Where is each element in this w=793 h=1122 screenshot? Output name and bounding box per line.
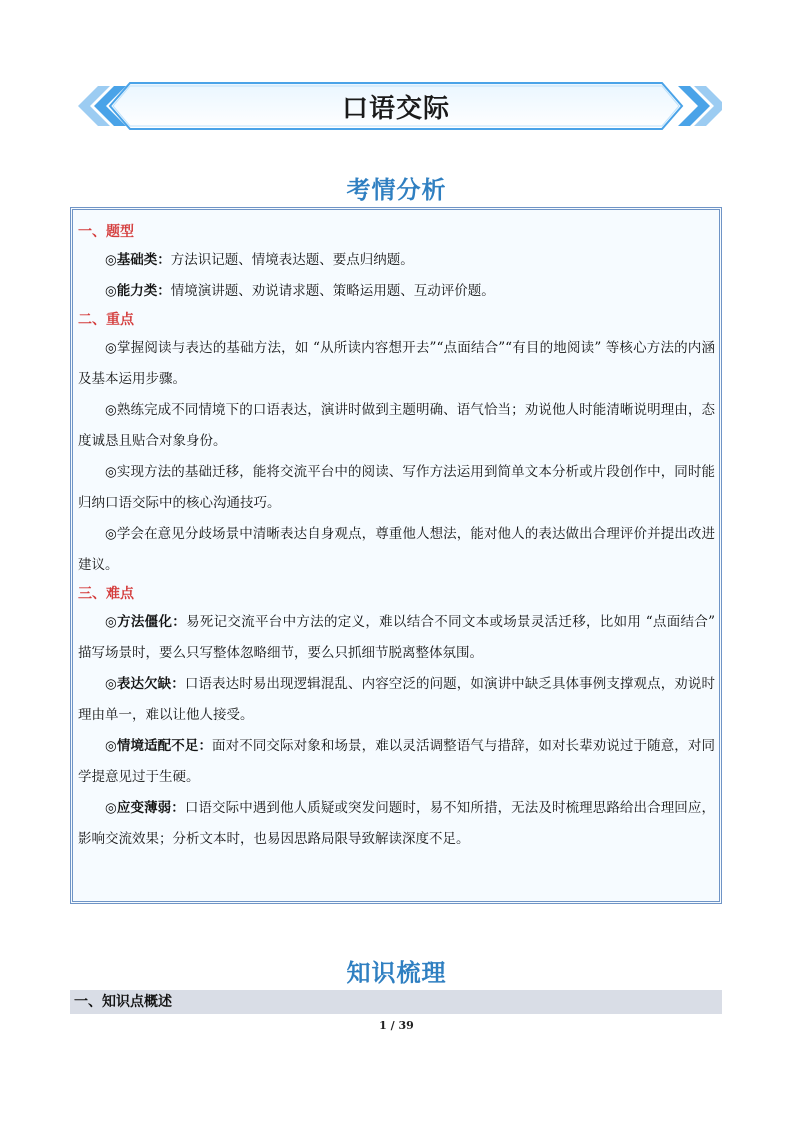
paragraph-text: 易死记交流平台中方法的定义，难以结合不同文本或场景灵活迁移，比如用 “点面结合” 描写场景时，要么只写整体忽略细节，要么只抓细节脱离整体氛围。 [78, 614, 715, 661]
paragraph-lead: ◎基础类： [105, 252, 171, 268]
page-title: 口语交际 [341, 93, 450, 124]
paragraph: ◎熟练完成不同情境下的口语表达，演讲时做到主题明确、语气恰当；劝说他人时能清晰说明理由，态度诚恳且贴合对象身份。 [78, 402, 715, 449]
paragraph [78, 669, 715, 731]
paragraph [78, 731, 715, 793]
paragraph-lead: ◎情境适配不足： [105, 738, 213, 754]
paragraph-lead: ◎应变薄弱： [105, 800, 185, 816]
paragraph-text: 口语表达时易出现逻辑混乱、内容空泛的问题，如演讲中缺乏具体事例支撑观点，劝说时理由单一，难以让他人接受。 [78, 676, 716, 723]
category-heading: 三、难点 [78, 586, 134, 602]
paragraph-lead: ◎表达欠缺： [105, 676, 185, 692]
section-heading-analysis: 考情分析 [346, 175, 447, 204]
paragraph-lead: ◎方法僵化： [105, 614, 187, 630]
paragraph: ◎学会在意见分歧场景中清晰表达自身观点，尊重他人想法，能对他人的表达做出合理评价并提出改进建议。 [78, 526, 715, 573]
category-heading: 一、题型 [78, 224, 134, 240]
paragraph [78, 607, 715, 669]
paragraph-text: 方法识记题、情境表达题、要点归纳题。 [170, 252, 414, 268]
paragraph-lead: ◎能力类： [105, 283, 171, 299]
analysis-box [70, 207, 722, 904]
paragraph [78, 276, 715, 307]
page-number: 1 / 39 [379, 1019, 414, 1032]
subsection-bar: 一、知识点概述 [70, 990, 722, 1014]
paragraph [78, 793, 715, 855]
paragraph: ◎实现方法的基础迁移，能将交流平台中的阅读、写作方法运用到简单文本分析或片段创作中，同时能归纳口语交际中的核心沟通技巧。 [78, 464, 715, 511]
paragraph-text: 情境演讲题、劝说请求题、策略运用题、互动评价题。 [170, 283, 495, 299]
section-heading-knowledge: 知识梳理 [346, 958, 447, 987]
category-heading: 二、重点 [78, 312, 134, 328]
title-banner [70, 80, 722, 132]
paragraph-text: 面对不同交际对象和场景，难以灵活调整语气与措辞，如对长辈劝说过于随意，对同学提意见过于生硬。 [78, 738, 715, 785]
paragraph-text: 口语交际中遇到他人质疑或突发问题时，易不知所措，无法及时梳理思路给出合理回应，影响交流效果；分析文本时，也易因思路局限导致解读深度不足。 [78, 800, 716, 847]
paragraph: ◎掌握阅读与表达的基础方法，如 “从所读内容想开去”“点面结合”“有目的地阅读” 等核心方法的内涵及基本运用步骤。 [78, 340, 715, 387]
paragraph [78, 245, 715, 276]
